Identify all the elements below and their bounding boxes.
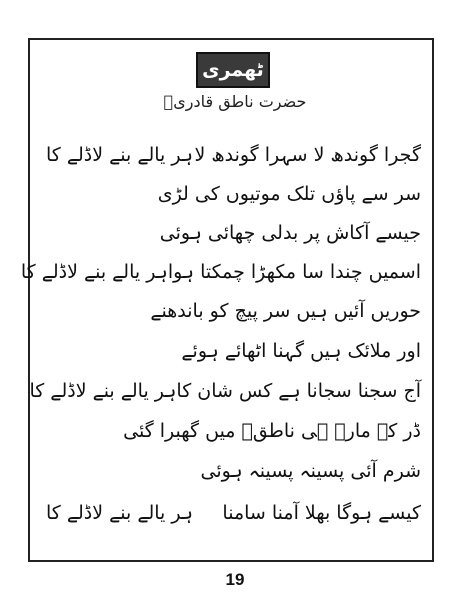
poem-line-1-left: ہر یالے بنے لاڈلے کا bbox=[46, 144, 193, 166]
poem-line-1-right: گجرا گوندھ لا سہرا گوندھ لا bbox=[194, 144, 421, 166]
poet-name: حضرت ناطق قادریؒ bbox=[163, 92, 307, 111]
poem-line-3: جیسے آکاش پر بدلی چھائی ہوئی bbox=[159, 222, 421, 244]
poem-line-10-right: کیسے ہوگا بھلا آمنا سامنا bbox=[222, 502, 421, 524]
poem-line-4-right: اسمیں چندا سا مکھڑا چمکتا ہوا bbox=[167, 261, 421, 283]
poem-line-7-right: آج سجنا سجانا ہے کس شان کا bbox=[176, 380, 421, 402]
poem-title: ٹھمری bbox=[202, 58, 264, 81]
poem-line-4 bbox=[20, 257, 421, 287]
poem-line-5: حوریں آئیں ہیں سر پیچ کو باندھنے bbox=[150, 300, 421, 322]
poem-line-2: سر سے پاؤں تلک موتیوں کی لڑی bbox=[157, 183, 421, 205]
poem-line-10-left: ہر یالے بنے لاڈلے کا bbox=[46, 502, 193, 524]
poem-line-1 bbox=[46, 140, 421, 170]
poem-line-4-left: ہر یالے بنے لاڈلے کا bbox=[20, 261, 168, 283]
poem-line-10 bbox=[46, 498, 421, 528]
poem-line-7-left: ہر یالے بنے لاڈلے کا bbox=[29, 380, 177, 402]
poem-line-9: شرم آئی پسینہ پسینہ ہوئی bbox=[200, 460, 421, 482]
poem-line-7 bbox=[29, 376, 421, 406]
poem-line-8: ڈر کے مارے ہی ناطقؔ میں گھبرا گئی bbox=[123, 420, 421, 442]
page-number: 19 bbox=[225, 570, 245, 589]
title-box bbox=[196, 52, 270, 88]
poem-line-6: اور ملائک ہیں گہنا اٹھائے ہوئے bbox=[181, 340, 421, 362]
